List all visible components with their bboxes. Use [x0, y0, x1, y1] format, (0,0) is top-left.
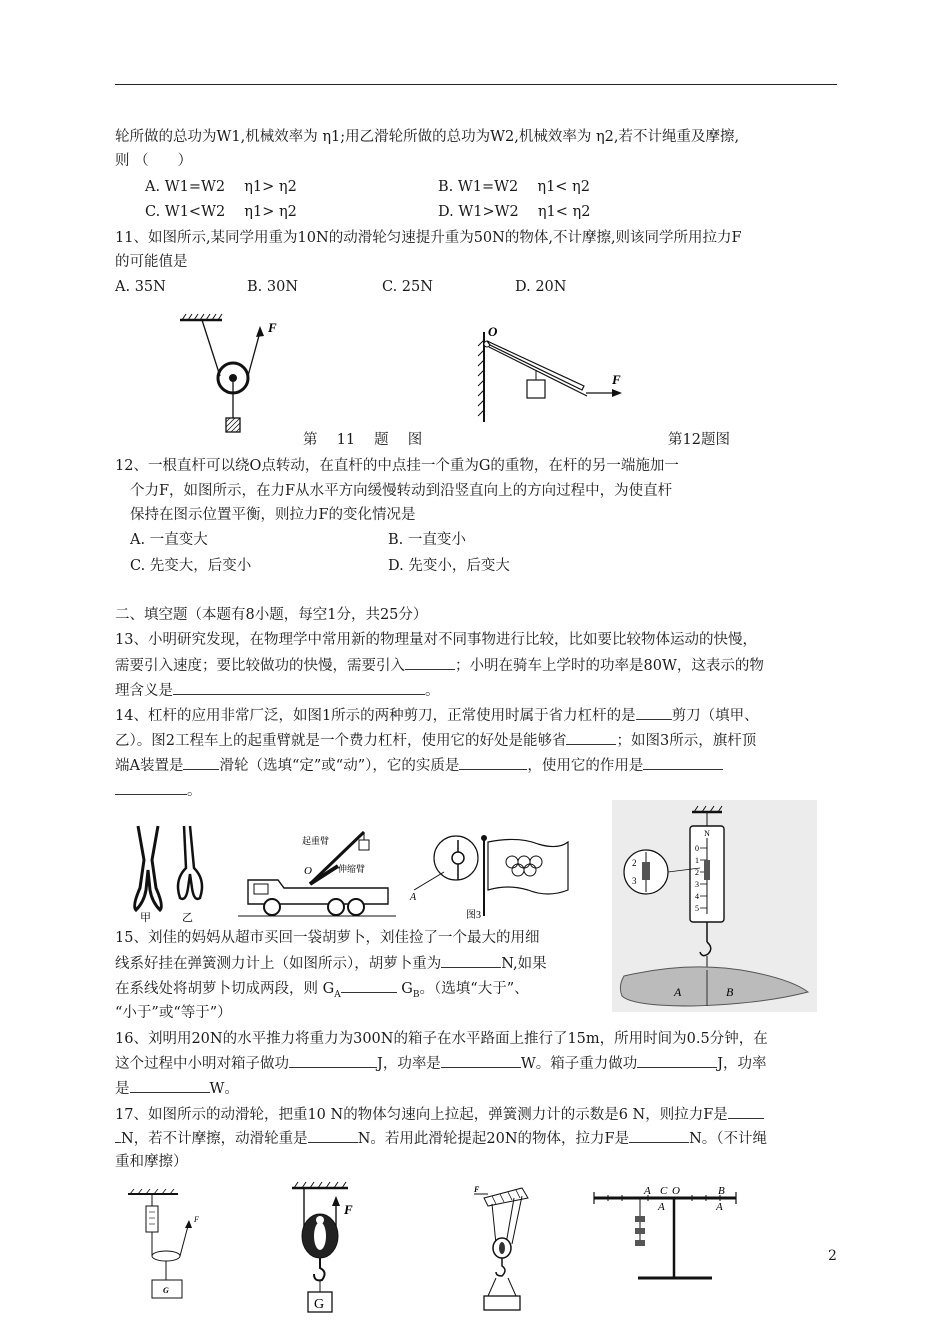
- balance-label: A: [644, 1185, 651, 1197]
- answer-blank[interactable]: [629, 1128, 689, 1143]
- q13-line3: 理含义是 。: [115, 680, 440, 701]
- crane-arm-label: 伸缩臂: [338, 864, 366, 874]
- q10-option-b: B. W1=W2 η1< η2: [438, 179, 590, 195]
- answer-blank[interactable]: [636, 705, 672, 720]
- q14-line2: 乙）。图2工程车上的起重臂就是一个费力杠杆，使用它的好处是能够省 ；如图3所示，旗杆顶: [115, 730, 756, 751]
- scale-tick: 1: [695, 856, 699, 865]
- answer-blank[interactable]: [728, 1104, 764, 1119]
- q10-option-c: C. W1<W2 η1> η2: [145, 204, 297, 220]
- q14-scissors-figure: [118, 818, 218, 923]
- q16-line2: 这个过程中小明对箱子做功 J，功率是 W。箱子重力做功 J，功率: [115, 1053, 767, 1074]
- q11-option-d: D. 20N: [515, 279, 567, 295]
- scale-tick: 2: [695, 868, 699, 877]
- pulley1-weight-label: G: [163, 1286, 169, 1295]
- pulley2-force-label: F: [344, 1202, 353, 1217]
- q14-crane-figure: [238, 822, 398, 920]
- q11-force-label: F: [268, 320, 277, 335]
- pulley1-force-label: F: [194, 1215, 199, 1224]
- q11-option-c: C. 25N: [382, 279, 433, 295]
- zoom-tick: 3: [632, 876, 637, 886]
- q14-line3: 端A装置是 滑轮（选填“定”或“动”），它的实质是 ，使用它的作用是: [115, 755, 723, 776]
- q15-spring-scale-figure: [612, 800, 817, 1012]
- page-number: 2: [828, 1248, 837, 1264]
- q17-line3: 重和摩擦）: [115, 1154, 188, 1170]
- section2-heading: 二、填空题（本题有8小题，每空1分，共25分）: [115, 607, 428, 623]
- answer-blank[interactable]: [441, 953, 501, 968]
- q15-line4: “小于”或“等于”）: [115, 1005, 232, 1021]
- answer-blank[interactable]: [183, 755, 219, 770]
- q11-line2: 的可能值是: [115, 254, 188, 270]
- crane-pivot-label: O: [304, 865, 312, 877]
- balance-label: B: [718, 1185, 725, 1197]
- q12-figure-caption: 第12题图: [668, 432, 730, 448]
- q12-option-d: D. 先变小，后变大: [388, 558, 510, 574]
- answer-blank[interactable]: [566, 730, 616, 745]
- scale-tick: 3: [695, 880, 699, 889]
- q12-option-c: C. 先变大，后变小: [130, 558, 252, 574]
- scale-tick: 0: [695, 844, 699, 853]
- pulley3-force-label: F: [474, 1185, 480, 1194]
- answer-blank[interactable]: [308, 1128, 358, 1143]
- q15-line2: 线系好挂在弹簧测力计上（如图所示），胡萝卜重为 N,如果: [115, 953, 547, 974]
- q15-line3: 在系线处将胡萝卜切成两段，则 $G_A$ $G_B$。（选填“大于”、: [115, 978, 529, 1005]
- q11-option-a: A. 35N: [115, 279, 166, 295]
- q17-pulley-block-figure: [466, 1184, 546, 1316]
- q17-balance-figure: [588, 1180, 750, 1290]
- q13-line2: 需要引入速度；要比较做功的快慢，需要引入 ；小明在骑车上学时的功率是80W，这表示的物: [115, 655, 764, 676]
- q12-option-b: B. 一直变小: [388, 532, 466, 548]
- crane-boom-label: 起重臂: [302, 836, 330, 846]
- balance-label: A: [716, 1201, 723, 1213]
- q14-line1: 14、杠杆的应用非常厂泛，如图1所示的两种剪刀，正常使用时属于省力杠杆的是 剪刀（填甲、: [115, 705, 759, 726]
- answer-blank[interactable]: [115, 780, 187, 795]
- q12-force-label: F: [612, 372, 621, 387]
- balance-label: O: [672, 1185, 680, 1197]
- answer-blank[interactable]: [459, 755, 527, 770]
- scale-tick: 5: [695, 904, 699, 913]
- q12-option-a: A. 一直变大: [130, 532, 208, 548]
- header-rule: [115, 84, 837, 85]
- answer-blank[interactable]: [341, 978, 397, 993]
- q12-line2: 个力F，如图所示，在力F从水平方向缓慢转动到沿竖直向上的方向过程中，为使直杆: [130, 483, 673, 499]
- q14-flagpole-figure: [408, 828, 578, 923]
- q16-line1: 16、刘明用20N的水平推力将重力为300N的箱子在水平路面上推行了15m，所用时间为0.5分钟，在: [115, 1031, 768, 1047]
- q12-line1: 12、一根直杆可以绕O点转动，在直杆的中点挂一个重为G的重物，在杆的另一端施加一: [115, 458, 679, 474]
- q10-option-a: A. W1=W2 η1> η2: [145, 179, 297, 195]
- answer-blank[interactable]: [637, 1053, 717, 1068]
- q17-hanging-pulley-figure: [282, 1180, 372, 1320]
- answer-blank[interactable]: [643, 755, 723, 770]
- q11-figure-caption: 第 11 题 图: [303, 432, 423, 448]
- q15-line1: 15、刘佳的妈妈从超市买回一袋胡萝卜，刘佳捡了一个最大的用细: [115, 930, 540, 946]
- scissors-yi-label: 乙: [182, 912, 193, 923]
- answer-blank[interactable]: [289, 1053, 377, 1068]
- q14-line4: 。: [115, 780, 202, 801]
- scale-tick: 4: [695, 892, 699, 901]
- q17-pulley-scale-figure: [122, 1186, 212, 1304]
- q12-pivot-label: O: [488, 324, 498, 339]
- q11-pulley-figure: [170, 310, 290, 438]
- q10-line1: 轮所做的总功为W1,机械效率为 η1;用乙滑轮所做的总功为W2,机械效率为 η2,若不计绳重及摩擦,: [115, 129, 740, 145]
- pulley2-weight-label: G: [314, 1297, 325, 1312]
- q13-line1: 13、小明研究发现，在物理学中常用新的物理量对不同事物进行比较，比如要比较物体运动的快慢，: [115, 632, 757, 648]
- answer-blank[interactable]: [130, 1078, 210, 1093]
- q12-line3: 保持在图示位置平衡，则拉力F的变化情况是: [130, 507, 416, 523]
- scissors-jia-label: 甲: [140, 912, 151, 923]
- q17-line1: 17、如图所示的动滑轮，把重10 N的物体匀速向上拉起，弹簧测力计的示数是6 N，则拉力F是: [115, 1104, 764, 1125]
- answer-blank[interactable]: [173, 680, 425, 695]
- balance-label: C: [660, 1185, 668, 1197]
- flagpole-a-label: A: [410, 892, 417, 903]
- q16-line3: 是 W。: [115, 1078, 239, 1099]
- carrot-a-label: A: [674, 985, 682, 999]
- scale-unit-label: N: [704, 829, 710, 838]
- carrot-b-label: B: [726, 985, 734, 999]
- balance-label: A: [658, 1201, 665, 1213]
- q17-line2: N，若不计摩擦，动滑轮重是 N。若用此滑轮提起20N的物体，拉力F是 N。（不计绳: [115, 1128, 767, 1149]
- q10-option-d: D. W1>W2 η1< η2: [438, 204, 591, 220]
- answer-blank[interactable]: [441, 1053, 521, 1068]
- answer-blank[interactable]: [405, 655, 455, 670]
- q10-line2: 则 （ ）: [115, 153, 193, 169]
- flagpole-caption: 图3: [466, 910, 481, 921]
- zoom-tick: 2: [632, 858, 637, 868]
- q11-line1: 11、如图所示,某同学用重为10N的动滑轮匀速提升重为50N的物体,不计摩擦,则该同学所用拉力F: [115, 230, 742, 246]
- q12-lever-figure: [462, 318, 642, 428]
- q11-option-b: B. 30N: [247, 279, 299, 295]
